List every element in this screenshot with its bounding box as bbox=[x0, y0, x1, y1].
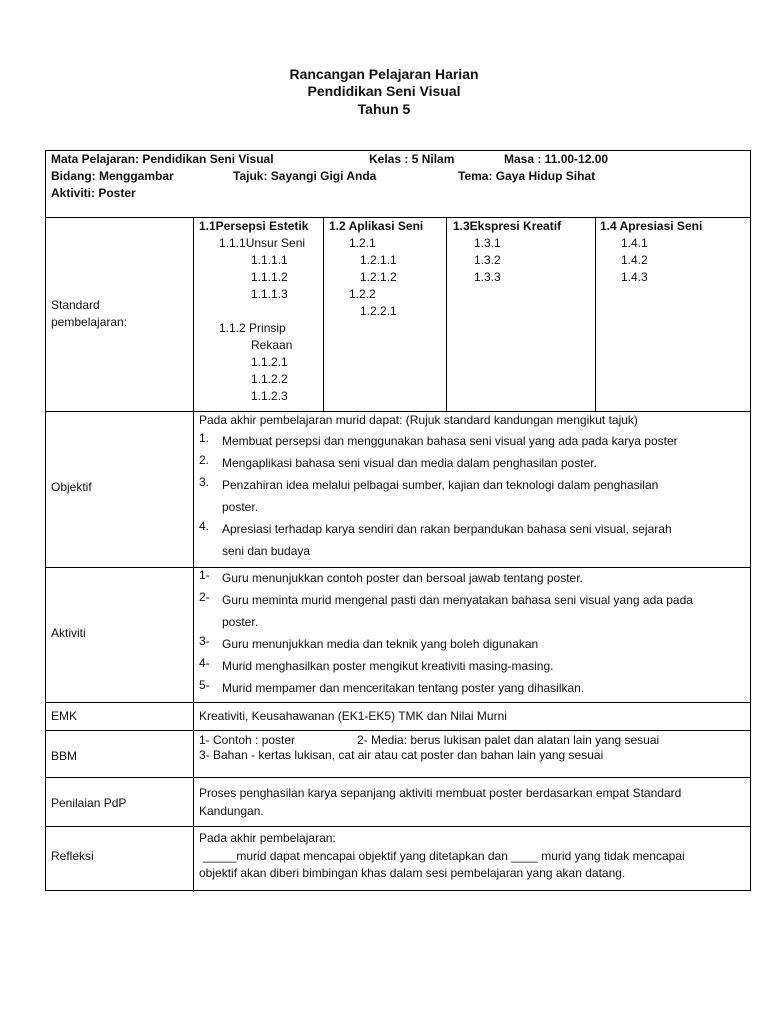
column-divider bbox=[193, 217, 194, 892]
standard-label-2: pembelajaran: bbox=[51, 315, 128, 329]
list-number: 2- bbox=[199, 590, 210, 604]
col-apresiasi-title: 1.4 Apresiasi Seni bbox=[600, 219, 703, 233]
penilaian-line-1: Proses penghasilan karya sepanjang aktiviti membuat poster berdasarkan empat Standard bbox=[199, 786, 682, 800]
kelas: Kelas : 5 Nilam bbox=[369, 152, 455, 166]
tema: Tema: Gaya Hidup Sihat bbox=[458, 169, 596, 183]
emk-text: Kreativiti, Keusahawanan (EK1-EK5) TMK dan Nilai Murni bbox=[199, 709, 507, 723]
list-item bbox=[199, 453, 747, 475]
mata-pelajaran: Mata Pelajaran: Pendidikan Seni Visual bbox=[51, 152, 274, 166]
std-item: Rekaan bbox=[251, 338, 293, 352]
list-number: 4. bbox=[199, 519, 210, 533]
list-text: Mengaplikasi bahasa seni visual dan media dalam penghasilan poster. bbox=[222, 456, 597, 470]
list-text: Guru menunjukkan contoh poster dan bersoal jawab tentang poster. bbox=[222, 571, 583, 585]
col-ekspresi-title: 1.3Ekspresi Kreatif bbox=[453, 219, 562, 233]
column-divider bbox=[446, 217, 447, 411]
list-item bbox=[199, 656, 747, 678]
list-text-cont: poster. bbox=[222, 500, 259, 514]
std-item: 1.1.2 Prinsip bbox=[219, 321, 286, 335]
std-item: 1.1.2.2 bbox=[251, 372, 288, 386]
list-number: 3- bbox=[199, 634, 210, 648]
std-item: 1.3.2 bbox=[474, 253, 501, 267]
row-divider bbox=[46, 730, 750, 731]
col-persepsi-title: 1.1Persepsi Estetik bbox=[199, 219, 309, 233]
list-text-cont: poster. bbox=[222, 615, 259, 629]
col-aplikasi-title: 1.2 Aplikasi Seni bbox=[329, 219, 424, 233]
list-item bbox=[199, 519, 747, 563]
list-text: Murid mempamer dan menceritakan tentang poster yang dihasilkan. bbox=[222, 681, 585, 695]
bbm-label: BBM bbox=[51, 749, 78, 763]
emk-label: EMK bbox=[51, 709, 78, 723]
list-item bbox=[199, 634, 747, 656]
objektif-list bbox=[199, 431, 747, 563]
list-item bbox=[199, 475, 747, 519]
aktiviti-list bbox=[199, 568, 747, 700]
list-item bbox=[199, 590, 747, 634]
std-item: 1.3.1 bbox=[474, 236, 501, 250]
std-item: 1.4.3 bbox=[621, 270, 648, 284]
refleksi-line-2: _____murid dapat mencapai objektif yang ditetapkan dan ____ murid yang tidak mencapai bbox=[203, 849, 685, 863]
document-year: Tahun 5 bbox=[357, 101, 411, 117]
document-title: Rancangan Pelajaran Harian bbox=[289, 66, 479, 82]
std-item: 1.4.1 bbox=[621, 236, 648, 250]
aktiviti-header: Aktiviti: Poster bbox=[51, 186, 136, 200]
std-item: 1.4.2 bbox=[621, 253, 648, 267]
list-text: Guru menunjukkan media dan teknik yang boleh digunakan bbox=[222, 637, 539, 651]
list-number: 1- bbox=[199, 568, 210, 582]
column-divider bbox=[323, 217, 324, 411]
row-divider bbox=[46, 777, 750, 778]
std-item: 1.2.1.1 bbox=[360, 253, 397, 267]
standard-label: Standard bbox=[51, 298, 100, 312]
std-item: 1.3.3 bbox=[474, 270, 501, 284]
penilaian-label: Penilaian PdP bbox=[51, 796, 127, 810]
list-text: Penzahiran idea melalui pelbagai sumber, kajian dan teknologi dalam penghasilan bbox=[222, 478, 659, 492]
list-number: 1. bbox=[199, 431, 210, 445]
masa: Masa : 11.00-12.00 bbox=[504, 152, 609, 166]
list-number: 3. bbox=[199, 475, 210, 489]
bidang: Bidang: Menggambar bbox=[51, 169, 174, 183]
std-item: 1.1.1Unsur Seni bbox=[219, 236, 306, 250]
std-item: 1.2.2 bbox=[349, 287, 376, 301]
list-text: Guru meminta murid mengenal pasti dan menyatakan bahasa seni visual yang ada pada bbox=[222, 593, 693, 607]
list-number: 4- bbox=[199, 656, 210, 670]
row-divider bbox=[46, 702, 750, 703]
list-text: Murid menghasilkan poster mengikut kreativiti masing-masing. bbox=[222, 659, 554, 673]
tajuk: Tajuk: Sayangi Gigi Anda bbox=[233, 169, 377, 183]
refleksi-label: Refleksi bbox=[51, 849, 94, 863]
list-item bbox=[199, 568, 747, 590]
aktiviti-label: Aktiviti bbox=[51, 626, 86, 640]
std-item: 1.2.1.2 bbox=[360, 270, 397, 284]
list-text: Membuat persepsi dan menggunakan bahasa seni visual yang ada pada karya poster bbox=[222, 434, 678, 448]
list-item bbox=[199, 678, 747, 700]
list-text: Apresiasi terhadap karya sendiri dan rakan berpandukan bahasa seni visual, sejarah bbox=[222, 522, 672, 536]
penilaian-line-2: Kandungan. bbox=[199, 804, 264, 818]
row-divider bbox=[46, 826, 750, 827]
bbm-line-1b: 2- Media: berus lukisan palet dan alatan lain yang sesuai bbox=[357, 733, 660, 747]
column-divider bbox=[595, 217, 596, 411]
std-item: 1.1.1.2 bbox=[251, 270, 288, 284]
objektif-intro: Pada akhir pembelajaran murid dapat: (Rujuk standard kandungan mengikut tajuk) bbox=[199, 413, 638, 427]
std-item: 1.1.2.3 bbox=[251, 389, 288, 403]
std-item: 1.1.1.1 bbox=[251, 253, 288, 267]
refleksi-line-3: objektif akan diberi bimbingan khas dalam sesi pembelajaran yang akan datang. bbox=[199, 866, 626, 880]
std-item: 1.2.2.1 bbox=[360, 304, 397, 318]
std-item: 1.2.1 bbox=[349, 236, 376, 250]
bbm-line-2: 3- Bahan - kertas lukisan, cat air atau cat poster dan bahan lain yang sesuai bbox=[199, 748, 604, 762]
list-text-cont: seni dan budaya bbox=[222, 544, 311, 558]
bbm-line-1a: 1- Contoh : poster bbox=[199, 733, 296, 747]
list-item bbox=[199, 431, 747, 453]
refleksi-line-1: Pada akhir pembelajaran: bbox=[199, 831, 336, 845]
objektif-label: Objektif bbox=[51, 480, 92, 494]
std-item: 1.1.2.1 bbox=[251, 355, 288, 369]
list-number: 2. bbox=[199, 453, 210, 467]
lesson-plan-table bbox=[45, 150, 751, 891]
list-number: 5- bbox=[199, 678, 210, 692]
document-subtitle: Pendidikan Seni Visual bbox=[307, 83, 461, 99]
std-item: 1.1.1.3 bbox=[251, 287, 288, 301]
